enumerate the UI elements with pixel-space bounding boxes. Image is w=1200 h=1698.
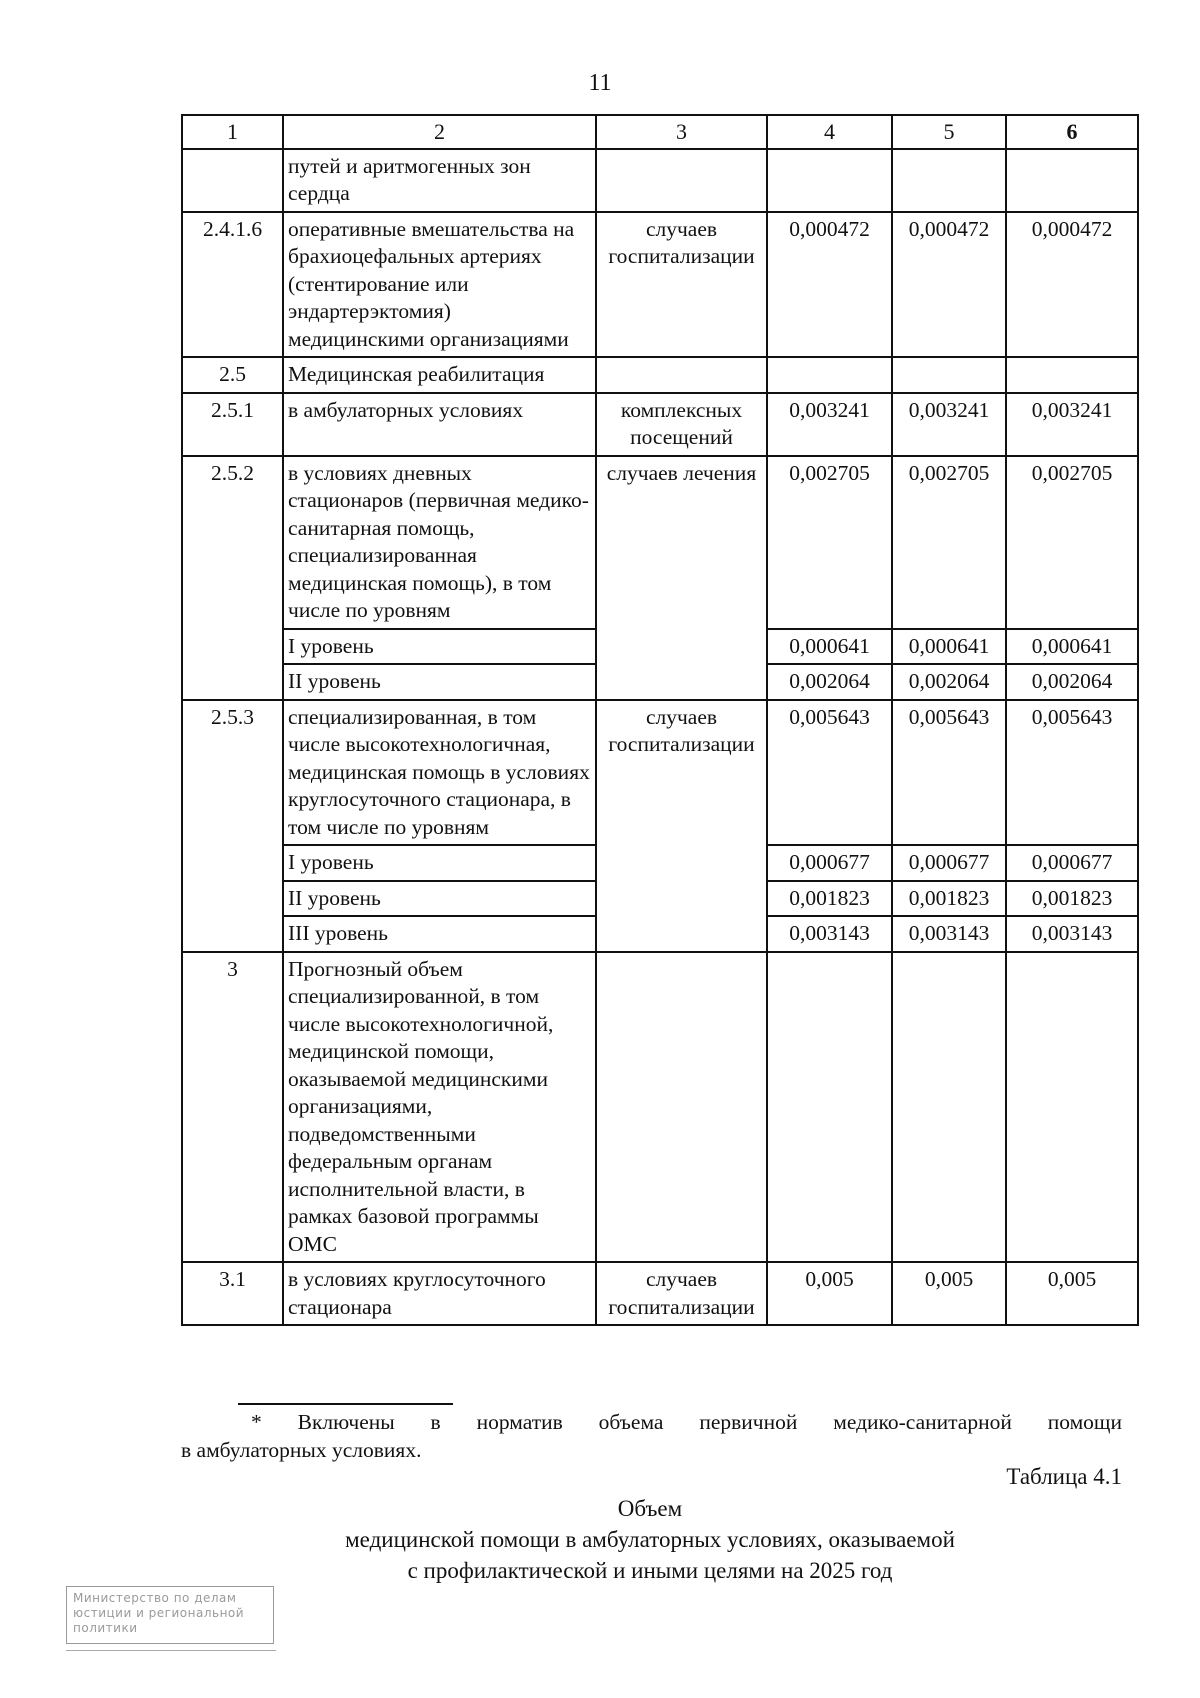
row-value-4: 0,000472	[767, 212, 892, 358]
table-row	[182, 1262, 1138, 1325]
row-code: 2.4.1.6	[182, 212, 283, 358]
row-name: II уровень	[283, 881, 596, 917]
row-name: II уровень	[283, 664, 596, 700]
row-name: в условиях круглосуточного стационара	[283, 1262, 596, 1325]
row-name: оперативные вмешательства на брахиоцефальных артериях (стентирование или эндартерэктомия) медицинскими организациями	[283, 212, 596, 358]
table-header-row	[182, 115, 1138, 149]
table-label: Таблица 4.1	[1006, 1464, 1122, 1489]
row-value-5: 0,000472	[892, 212, 1006, 358]
row-value-5: 0,003241	[892, 393, 1006, 456]
row-value-5	[892, 357, 1006, 393]
section-title-line-3: с профилактической и иными целями на 2025 год	[407, 1558, 893, 1583]
row-value-5: 0,002064	[892, 664, 1006, 700]
row-value-6: 0,000677	[1006, 845, 1138, 881]
registration-stamp	[66, 1586, 274, 1644]
table-row	[182, 393, 1138, 456]
row-value-5	[892, 952, 1006, 1263]
row-value-4: 0,002705	[767, 456, 892, 629]
row-value-4: 0,000641	[767, 629, 892, 665]
row-value-6	[1006, 952, 1138, 1263]
col-header-4: 4	[767, 115, 892, 149]
row-code: 2.5	[182, 357, 283, 393]
row-value-6: 0,005643	[1006, 700, 1138, 846]
footnote-line-1: * Включены в норматив объема первичной медико-санитарной помощи	[251, 1410, 1122, 1434]
table-row	[182, 952, 1138, 1263]
row-value-4	[767, 952, 892, 1263]
row-unit: комплексных посещений	[596, 393, 767, 456]
row-unit: случаев госпитализации	[596, 1262, 767, 1325]
row-value-6: 0,003143	[1006, 916, 1138, 952]
col-header-1: 1	[182, 115, 283, 149]
row-value-6: 0,002064	[1006, 664, 1138, 700]
table-row	[182, 456, 1138, 629]
page-number: 11	[588, 70, 612, 96]
row-code: 3.1	[182, 1262, 283, 1325]
row-value-4	[767, 357, 892, 393]
row-value-4: 0,001823	[767, 881, 892, 917]
row-value-5: 0,002705	[892, 456, 1006, 629]
stamp-divider	[66, 1650, 276, 1651]
row-value-5	[892, 149, 1006, 212]
row-value-4: 0,005643	[767, 700, 892, 846]
table-row	[182, 212, 1138, 358]
row-value-6: 0,005	[1006, 1262, 1138, 1325]
table-row	[182, 357, 1138, 393]
row-value-6: 0,003241	[1006, 393, 1138, 456]
row-name: I уровень	[283, 845, 596, 881]
col-header-2: 2	[283, 115, 596, 149]
row-code: 2.5.3	[182, 700, 283, 952]
row-value-5: 0,000641	[892, 629, 1006, 665]
row-value-5: 0,005643	[892, 700, 1006, 846]
footnote-divider	[238, 1403, 453, 1405]
row-unit: случаев госпитализации	[596, 212, 767, 358]
row-name: III уровень	[283, 916, 596, 952]
row-name: в амбулаторных условиях	[283, 393, 596, 456]
footnote-line-2: в амбулаторных условиях.	[181, 1438, 422, 1462]
section-title-line-1: Объем	[617, 1496, 683, 1521]
row-value-4: 0,005	[767, 1262, 892, 1325]
row-value-6: 0,000641	[1006, 629, 1138, 665]
row-code: 3	[182, 952, 283, 1263]
section-title-line-2: медицинской помощи в амбулаторных условиях, оказываемой	[345, 1527, 955, 1552]
row-code: 2.5.1	[182, 393, 283, 456]
row-name: I уровень	[283, 629, 596, 665]
row-value-4: 0,000677	[767, 845, 892, 881]
col-header-6: 6	[1006, 115, 1138, 149]
stamp-line-1: Министерство по делам	[73, 1591, 237, 1605]
row-value-6: 0,000472	[1006, 212, 1138, 358]
row-unit: случаев лечения	[596, 456, 767, 700]
row-value-6	[1006, 149, 1138, 212]
row-name: путей и аритмогенных зон сердца	[283, 149, 596, 212]
row-value-5: 0,005	[892, 1262, 1006, 1325]
row-value-5: 0,001823	[892, 881, 1006, 917]
row-unit	[596, 952, 767, 1263]
row-value-6: 0,002705	[1006, 456, 1138, 629]
stamp-line-2: юстиции и региональной	[73, 1606, 245, 1620]
row-value-5: 0,000677	[892, 845, 1006, 881]
row-unit	[596, 357, 767, 393]
footnote	[181, 1408, 1122, 1464]
row-value-6: 0,001823	[1006, 881, 1138, 917]
stamp-line-3: политики	[73, 1621, 138, 1635]
row-unit: случаев госпитализации	[596, 700, 767, 952]
row-value-6	[1006, 357, 1138, 393]
row-name: Прогнозный объем специализированной, в том числе высокотехнологичной, медицинской помощи, оказываемой медицинскими организациями, подведомственными федеральным органам исполнительной власти, в рамках базовой программы ОМС	[283, 952, 596, 1263]
row-name: в условиях дневных стационаров (первичная медико-санитарная помощь, специализированная медицинская помощь), в том числе по уровням	[283, 456, 596, 629]
row-value-4: 0,003143	[767, 916, 892, 952]
row-value-4: 0,003241	[767, 393, 892, 456]
col-header-3: 3	[596, 115, 767, 149]
table-row	[182, 700, 1138, 846]
row-code: 2.5.2	[182, 456, 283, 700]
row-code	[182, 149, 283, 212]
row-name: специализированная, в том числе высокотехнологичная, медицинская помощь в условиях круглосуточного стационара, в том числе по уровням	[283, 700, 596, 846]
row-value-5: 0,003143	[892, 916, 1006, 952]
row-unit	[596, 149, 767, 212]
row-value-4	[767, 149, 892, 212]
row-name: Медицинская реабилитация	[283, 357, 596, 393]
row-value-4: 0,002064	[767, 664, 892, 700]
table-row	[182, 149, 1138, 212]
col-header-5: 5	[892, 115, 1006, 149]
norms-table	[181, 114, 1139, 1326]
